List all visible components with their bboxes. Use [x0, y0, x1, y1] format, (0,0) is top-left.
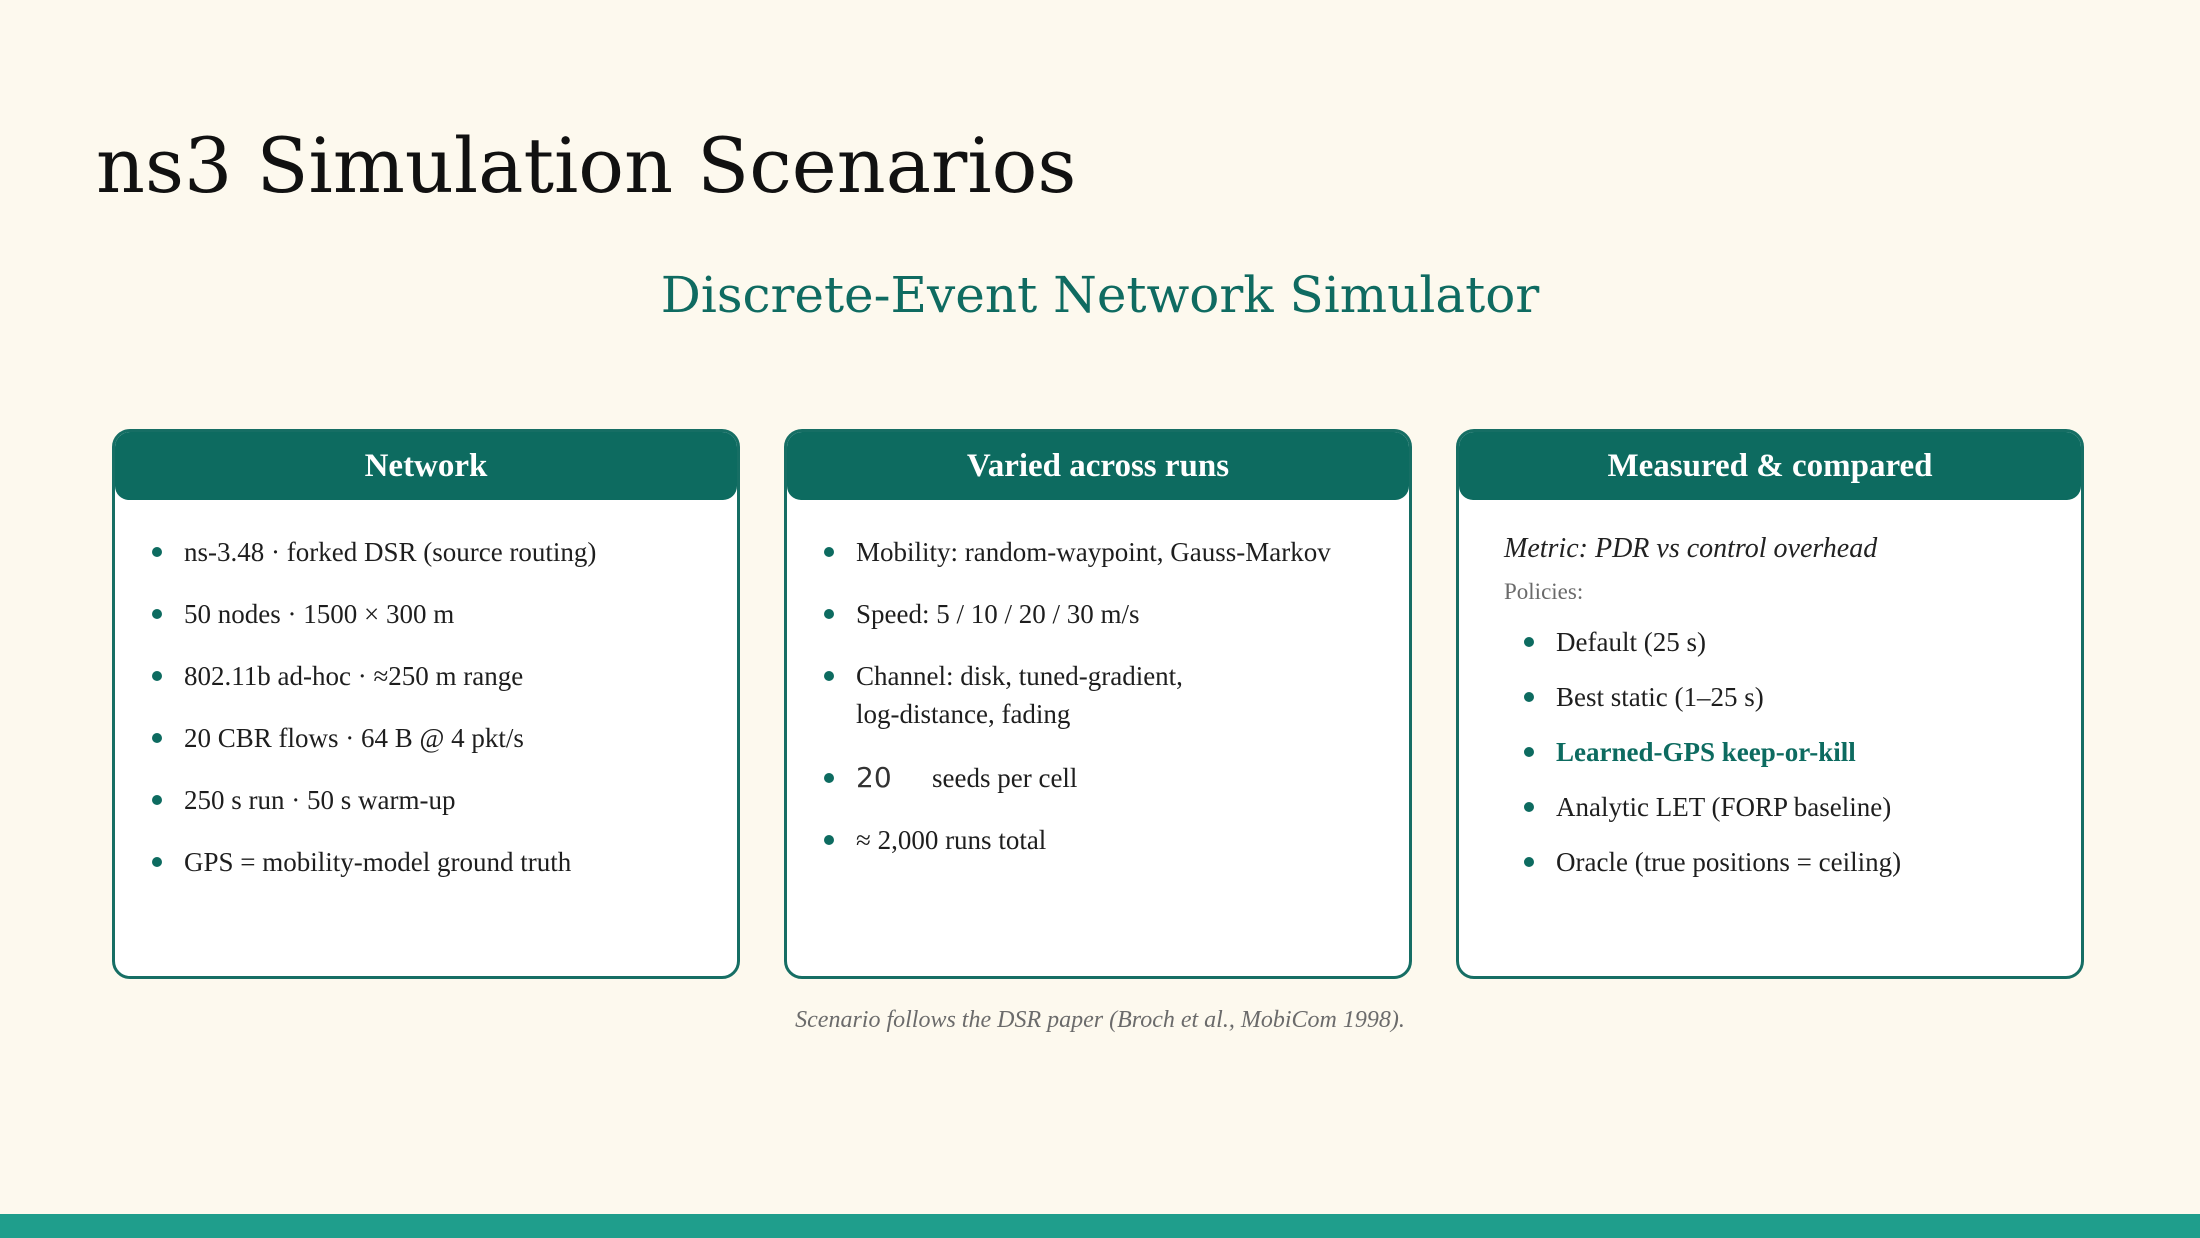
- bullet-icon: [824, 671, 834, 681]
- varied-list: [824, 533, 1371, 859]
- page-subtitle: Discrete-Event Network Simulator: [660, 266, 1540, 324]
- metric-label: Metric: PDR vs control overhead: [1504, 533, 1878, 564]
- list-item: 50 nodes · 1500 × 300 m: [152, 595, 699, 633]
- list-item: 802.11b ad-hoc · ≈250 m range: [152, 657, 699, 695]
- list-item: ≈ 2,000 runs total: [824, 821, 1371, 859]
- bullet-icon: [152, 857, 162, 867]
- bullet-icon: [152, 547, 162, 557]
- list-item: ns-3.48 · forked DSR (source routing): [152, 533, 699, 571]
- footer-bar: [0, 1214, 2200, 1238]
- measured-card-body: [1459, 530, 2081, 881]
- list-item: Mobility: random-waypoint, Gauss-Markov: [824, 533, 1371, 571]
- list-item: 250 s run · 50 s warm-up: [152, 781, 699, 819]
- varied-card: [784, 429, 1412, 979]
- page-title: ns3 Simulation Scenarios: [96, 121, 1077, 210]
- bullet-icon: [152, 609, 162, 619]
- bullet-icon: [824, 835, 834, 845]
- policies-label: Policies:: [1504, 579, 1584, 604]
- bullet-icon: [1524, 637, 1534, 647]
- list-item: Channel: disk, tuned-gradient, log-distance, fading: [824, 657, 1371, 733]
- varied-card-header: Varied across runs: [787, 432, 1409, 500]
- network-card: [112, 429, 740, 979]
- policy-item-highlighted: Learned-GPS keep-or-kill: [1524, 733, 2043, 771]
- bullet-icon: [152, 733, 162, 743]
- bullet-icon: [824, 547, 834, 557]
- measured-card-header: Measured & compared: [1459, 432, 2081, 500]
- policy-item: Default (25 s): [1524, 623, 2043, 661]
- varied-card-body: [787, 533, 1409, 859]
- policy-item: Analytic LET (FORP baseline): [1524, 788, 2043, 826]
- bullet-icon: [824, 609, 834, 619]
- bullet-icon: [152, 795, 162, 805]
- bullet-icon: [1524, 857, 1534, 867]
- list-item: Speed: 5 / 10 / 20 / 30 m/s: [824, 595, 1371, 633]
- policy-item: Oracle (true positions = ceiling): [1524, 843, 2043, 881]
- network-card-body: [115, 533, 737, 881]
- footnote: Scenario follows the DSR paper (Broch et al., MobiCom 1998).: [795, 1007, 1405, 1033]
- network-list: [152, 533, 699, 881]
- bullet-icon: [1524, 692, 1534, 702]
- network-card-header: Network: [115, 432, 737, 500]
- list-item: GPS = mobility-model ground truth: [152, 843, 699, 881]
- bullet-icon: [824, 773, 834, 783]
- bullet-icon: [1524, 747, 1534, 757]
- list-item: 20 seeds per cell: [824, 759, 1371, 797]
- policies-list: [1524, 623, 2043, 881]
- seed-count: 20: [856, 761, 892, 794]
- measured-card: [1456, 429, 2084, 979]
- policy-item: Best static (1–25 s): [1524, 678, 2043, 716]
- list-item: 20 CBR flows · 64 B @ 4 pkt/s: [152, 719, 699, 757]
- bullet-icon: [1524, 802, 1534, 812]
- bullet-icon: [152, 671, 162, 681]
